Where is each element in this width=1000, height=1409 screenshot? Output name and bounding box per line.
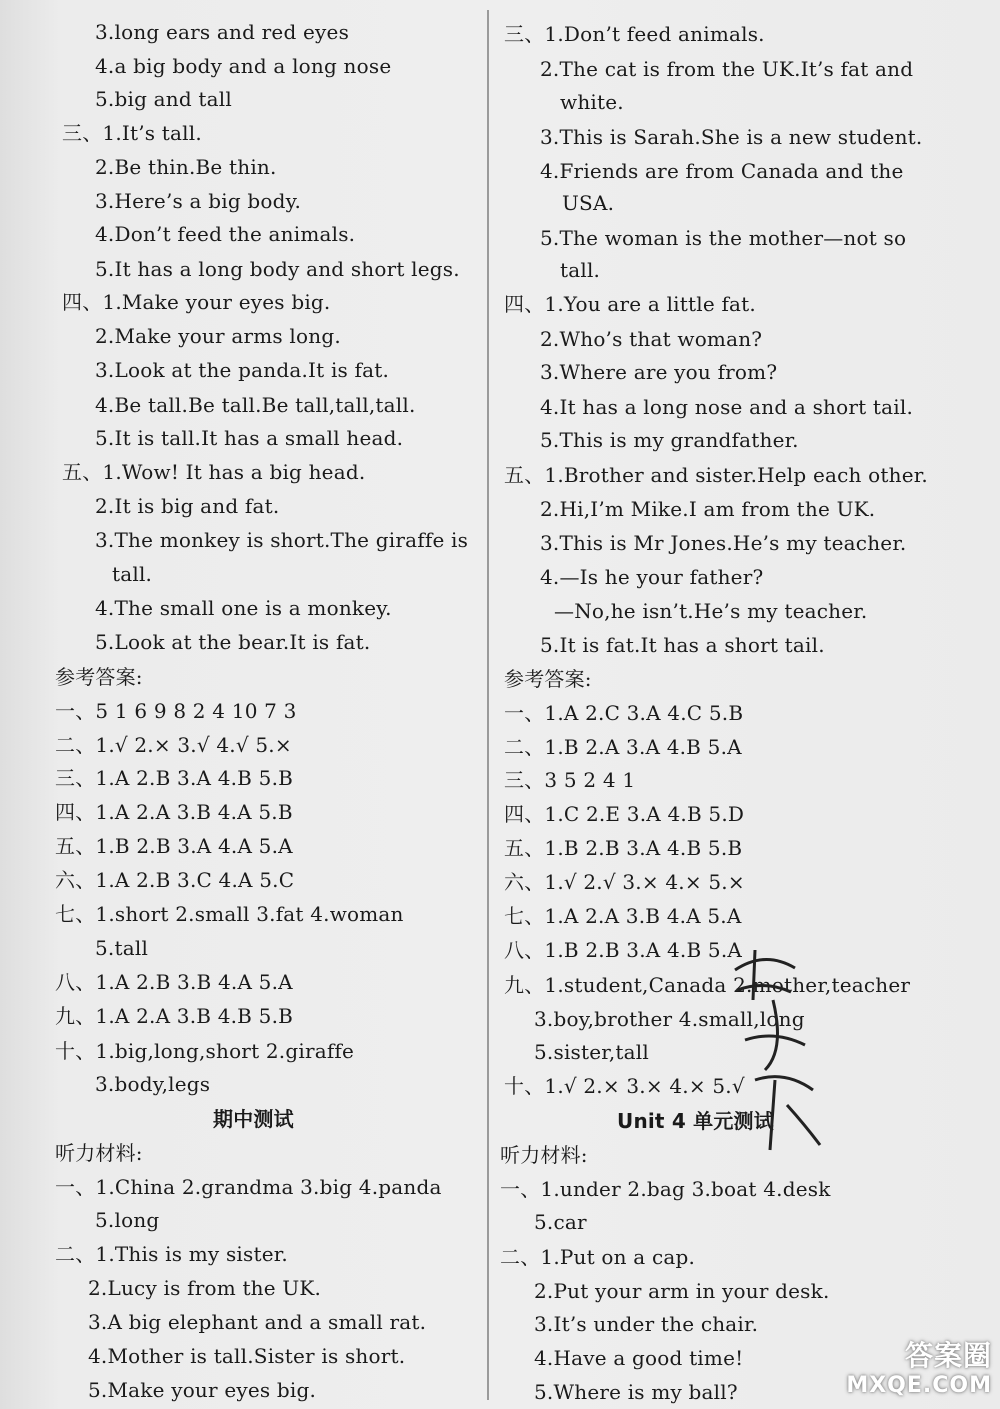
- text-line: 2.Who’s that woman?: [540, 327, 763, 351]
- text-line: 4.a big body and a long nose: [95, 54, 392, 78]
- text-line: 4.Mother is tall.Sister is short.: [88, 1344, 406, 1368]
- text-line: 3.long ears and red eyes: [95, 20, 350, 44]
- text-line: 一、1.A 2.C 3.A 4.C 5.B: [504, 701, 744, 725]
- text-line: 4.—Is he your father?: [540, 565, 764, 589]
- text-line: 一、5 1 6 9 8 2 4 10 7 3: [55, 699, 297, 723]
- text-line: 八、1.B 2.B 3.A 4.B 5.A: [504, 938, 743, 962]
- left-column: [0, 0, 488, 1409]
- text-line: 十、1.√ 2.× 3.× 4.× 5.√: [504, 1074, 745, 1098]
- text-line: 5.tall: [95, 936, 149, 960]
- text-line: 四、1.C 2.E 3.A 4.B 5.D: [504, 802, 745, 826]
- text-line: 3.Look at the panda.It is fat.: [95, 358, 390, 382]
- text-line: 二、1.B 2.A 3.A 4.B 5.A: [504, 735, 742, 759]
- text-line: white.: [560, 90, 624, 114]
- text-line: 2.Hi,I’m Mike.I am from the UK.: [540, 497, 876, 521]
- text-line: 4.Don’t feed the animals.: [95, 222, 356, 246]
- text-line: 2.Be thin.Be thin.: [95, 155, 277, 179]
- text-line: 5.sister,tall: [534, 1040, 649, 1064]
- text-line: 3.This is Sarah.She is a new student.: [540, 125, 923, 149]
- text-line: 四、1.Make your eyes big.: [62, 290, 331, 314]
- text-line: 十、1.big,long,short 2.giraffe: [55, 1039, 355, 1063]
- section-heading: Unit 4 单元测试: [617, 1109, 774, 1133]
- text-line: 二、1.This is my sister.: [55, 1242, 288, 1266]
- text-line: 5.long: [95, 1208, 160, 1232]
- text-line: 五、1.B 2.B 3.A 4.A 5.A: [55, 834, 293, 858]
- text-line: 七、1.A 2.A 3.B 4.A 5.A: [504, 904, 742, 928]
- text-line: 三、1.It’s tall.: [62, 121, 202, 145]
- text-line: 听力材料:: [500, 1143, 588, 1167]
- text-line: 4.It has a long nose and a short tail.: [540, 395, 914, 419]
- text-line: 听力材料:: [55, 1141, 143, 1165]
- text-line: 4.Have a good time!: [534, 1346, 744, 1370]
- text-line: 2.It is big and fat.: [95, 494, 280, 518]
- text-line: 5.Where is my ball?: [534, 1380, 738, 1404]
- text-line: 5.It is tall.It has a small head.: [95, 426, 404, 450]
- text-line: 2.Make your arms long.: [95, 324, 341, 348]
- text-line: 5.The woman is the mother—not so: [540, 226, 907, 250]
- text-line: 5.car: [534, 1210, 587, 1234]
- text-line: —No,he isn’t.He’s my teacher.: [554, 599, 868, 623]
- text-line: 5.This is my grandfather.: [540, 428, 799, 452]
- text-line: 4.Friends are from Canada and the: [540, 159, 904, 183]
- text-line: 三、1.Don’t feed animals.: [504, 22, 765, 46]
- handwritten-scribble-icon: [725, 930, 835, 1160]
- text-line: 参考答案:: [504, 667, 592, 691]
- site-watermark: [846, 1341, 992, 1401]
- text-line: tall.: [112, 562, 153, 586]
- text-line: 5.It is fat.It has a short tail.: [540, 633, 825, 657]
- section-heading: 期中测试: [213, 1107, 294, 1131]
- text-line: 二、1.Put on a cap.: [500, 1245, 696, 1269]
- text-line: 3.The monkey is short.The giraffe is: [95, 528, 469, 552]
- text-line: 3.This is Mr Jones.He’s my teacher.: [540, 531, 907, 555]
- text-line: 5.It has a long body and short legs.: [95, 257, 460, 281]
- text-line: 五、1.Wow! It has a big head.: [62, 460, 366, 484]
- text-line: 2.Put your arm in your desk.: [534, 1279, 830, 1303]
- text-line: 六、1.√ 2.√ 3.× 4.× 5.×: [504, 870, 745, 894]
- text-line: 4.The small one is a monkey.: [95, 596, 392, 620]
- text-line: 2.Lucy is from the UK.: [88, 1276, 322, 1300]
- text-line: 3.body,legs: [95, 1072, 211, 1096]
- text-line: 2.The cat is from the UK.It’s fat and: [540, 57, 914, 81]
- text-line: 三、3 5 2 4 1: [504, 768, 636, 792]
- text-line: 六、1.A 2.B 3.C 4.A 5.C: [55, 868, 295, 892]
- text-line: 3.It’s under the chair.: [534, 1312, 759, 1336]
- text-line: 3.Here’s a big body.: [95, 189, 302, 213]
- text-line: 四、1.You are a little fat.: [504, 292, 756, 316]
- text-line: 四、1.A 2.A 3.B 4.A 5.B: [55, 800, 293, 824]
- text-line: 九、1.student,Canada 2.mother,teacher: [504, 973, 911, 997]
- text-line: USA.: [562, 191, 615, 215]
- text-line: 八、1.A 2.B 3.B 4.A 5.A: [55, 970, 293, 994]
- text-line: 5.Look at the bear.It is fat.: [95, 630, 371, 654]
- text-line: 5.big and tall: [95, 87, 232, 111]
- text-line: 七、1.short 2.small 3.fat 4.woman: [55, 902, 404, 926]
- text-line: 参考答案:: [55, 665, 143, 689]
- text-line: 一、1.China 2.grandma 3.big 4.panda: [55, 1175, 442, 1199]
- text-line: 五、1.B 2.B 3.A 4.B 5.B: [504, 836, 743, 860]
- text-line: 4.Be tall.Be tall.Be tall,tall,tall.: [95, 393, 416, 417]
- text-line: 3.Where are you from?: [540, 360, 778, 384]
- text-line: tall.: [560, 258, 601, 282]
- watermark-logo: 答案圈: [904, 1339, 992, 1372]
- text-line: 5.Make your eyes big.: [88, 1378, 317, 1402]
- watermark-url: MXQE.COM: [846, 1373, 992, 1398]
- text-line: 3.A big elephant and a small rat.: [88, 1310, 427, 1334]
- right-column: [492, 0, 1000, 1409]
- text-line: 九、1.A 2.A 3.B 4.B 5.B: [55, 1004, 294, 1028]
- text-line: 一、1.under 2.bag 3.boat 4.desk: [500, 1177, 831, 1201]
- text-line: 五、1.Brother and sister.Help each other.: [504, 463, 928, 487]
- text-line: 三、1.A 2.B 3.A 4.B 5.B: [55, 766, 294, 790]
- text-line: 3.boy,brother 4.small,long: [534, 1007, 805, 1031]
- column-divider: [487, 10, 489, 1400]
- text-line: 二、1.√ 2.× 3.√ 4.√ 5.×: [55, 733, 292, 757]
